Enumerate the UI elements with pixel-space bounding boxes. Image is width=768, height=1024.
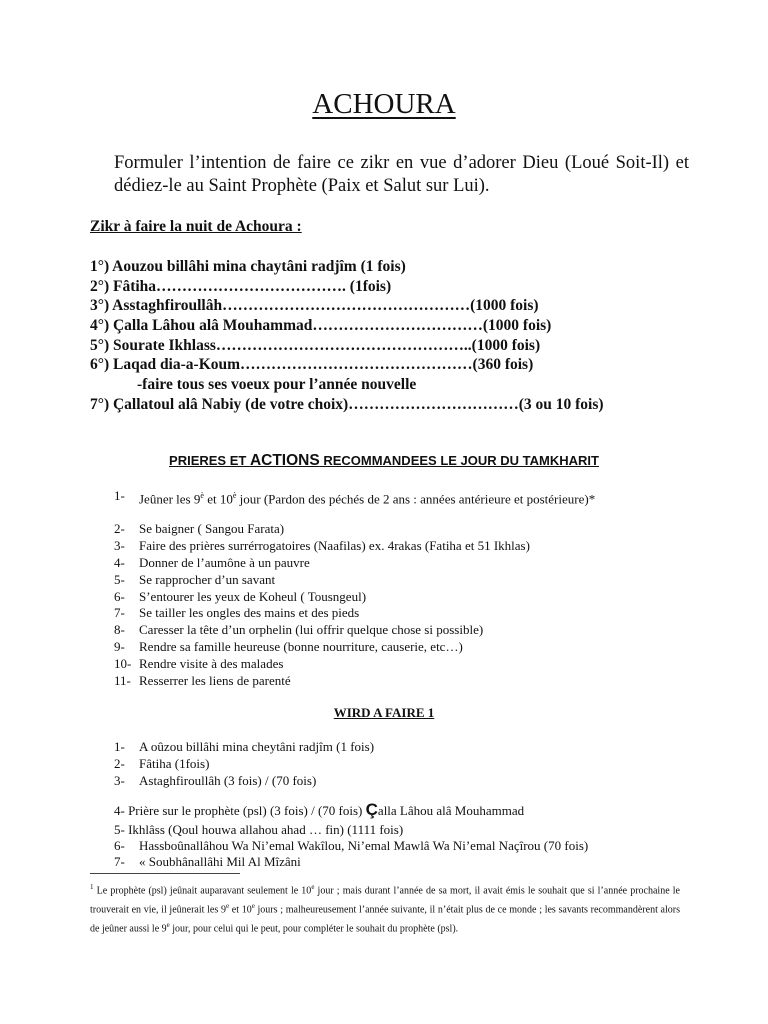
- zikr-item-6: 6°) Laqad dia-a-Koum………………………………………(360 fois): [90, 356, 534, 373]
- list-item: [114, 487, 676, 507]
- list-item: 1- A oûzou billâhi mina cheytâni radjîm (1 fois): [114, 739, 375, 754]
- zikr-item-6-note: -faire tous ses voeux pour l’année nouvelle: [137, 376, 417, 393]
- list-item: 9- Rendre sa famille heureuse (bonne nourriture, causerie, etc…): [114, 639, 463, 654]
- zikr-item-4: 4°) Çalla Lâhou alâ Mouhammad……………………………(1000 fois): [90, 317, 552, 334]
- list-item: 4- Donner de l’aumône à un pauvre: [114, 555, 310, 570]
- prayers-heading-part3: RECOMMANDEES LE JOUR DU TAMKHARIT: [319, 453, 599, 468]
- zikr-item-5: 5°) Sourate Ikhlass…………………………………………..(1000 fois): [90, 337, 541, 354]
- list-item: 3- Astaghfiroullâh (3 fois) / (70 fois): [114, 773, 317, 788]
- list-item: 5- Ikhlâss (Qoul houwa allahou ahad … fin) (1111 fois): [114, 822, 404, 837]
- list-item: 6- Hassboûnallâhou Wa Ni’emal Wakîlou, Ni’emal Mawlâ Wa Ni’emal Naçîrou (70 fois): [114, 838, 589, 853]
- list-item: 7- Se tailler les ongles des mains et des pieds: [114, 605, 360, 620]
- list-item: 7- « Soubhânallâhi Mil Al Mîzâni: [114, 854, 301, 869]
- prayers-heading-part2: ACTIONS: [249, 452, 320, 469]
- list-item: 10- Rendre visite à des malades: [114, 656, 284, 671]
- list-text: Jeûner les $9^è$ et $10^è$ jour (Pardon des péchés de 2 ans : années antérieure et postérieure)*: [139, 491, 596, 507]
- footnote: $^1$ Le prophète (psl) jeûnait auparavant seulement le 10e jour ; mais durant l’année de sa mort, il avait émis le souhait que si l’année prochaine le trouverait en vie, il jeûnerait les 9e et 10e jours ; malheureusement l’année suivante, il n’était plus de ce monde ; les savants recommandèrent alors de jeûner aussi le 9e jour, pour celui qui le peut, pour compléter le souhait du prophète (psl).: [90, 883, 680, 934]
- intro-paragraph: Formuler l’intention de faire ce zikr en vue d’adorer Dieu (Loué Soit-Il) et dédiez-le au Saint Prophète (Paix et Salut sur Lui).: [114, 153, 689, 196]
- list-item: 6- S’entourer les yeux de Koheul ( Tousngeul): [114, 589, 367, 604]
- zikr-item-2: 2°) Fâtiha………………………………. (1fois): [90, 278, 392, 295]
- footnote-divider: [90, 873, 240, 874]
- list-item: 2- Fâtiha (1fois): [114, 756, 210, 771]
- zikr-item-1: 1°) Aouzou billâhi mina chaytâni radjîm (1 fois): [90, 258, 406, 275]
- list-number: 1-: [114, 488, 125, 503]
- prayers-heading-part1: PRIERES ET: [169, 453, 250, 468]
- zikr-heading: Zikr à faire la nuit de Achoura :: [90, 218, 302, 235]
- list-item: 4- Prière sur le prophète (psl) (3 fois) / (70 fois) Çalla Lâhou alâ Mouhammad: [114, 800, 525, 819]
- list-item: 11- Resserrer les liens de parenté: [114, 673, 291, 688]
- list-item: 3- Faire des prières surrérrogatoires (Naafilas) ex. 4rakas (Fatiha et 51 Ikhlas): [114, 538, 530, 553]
- prayers-heading: [0, 452, 768, 470]
- list-item: 2- Se baigner ( Sangou Farata): [114, 521, 285, 536]
- zikr-item-7: 7°) Çallatoul alâ Nabiy (de votre choix)……………………………(3 ou 10 fois): [90, 396, 604, 413]
- page-title: ACHOURA: [312, 88, 456, 120]
- zikr-item-3: 3°) Asstaghfiroullâh…………………………………………(1000 fois): [90, 297, 539, 314]
- wird-heading: WIRD A FAIRE 1: [333, 705, 435, 720]
- list-item: 5- Se rapprocher d’un savant: [114, 572, 276, 587]
- list-item: 8- Caresser la tête d’un orphelin (lui offrir quelque chose si possible): [114, 622, 484, 637]
